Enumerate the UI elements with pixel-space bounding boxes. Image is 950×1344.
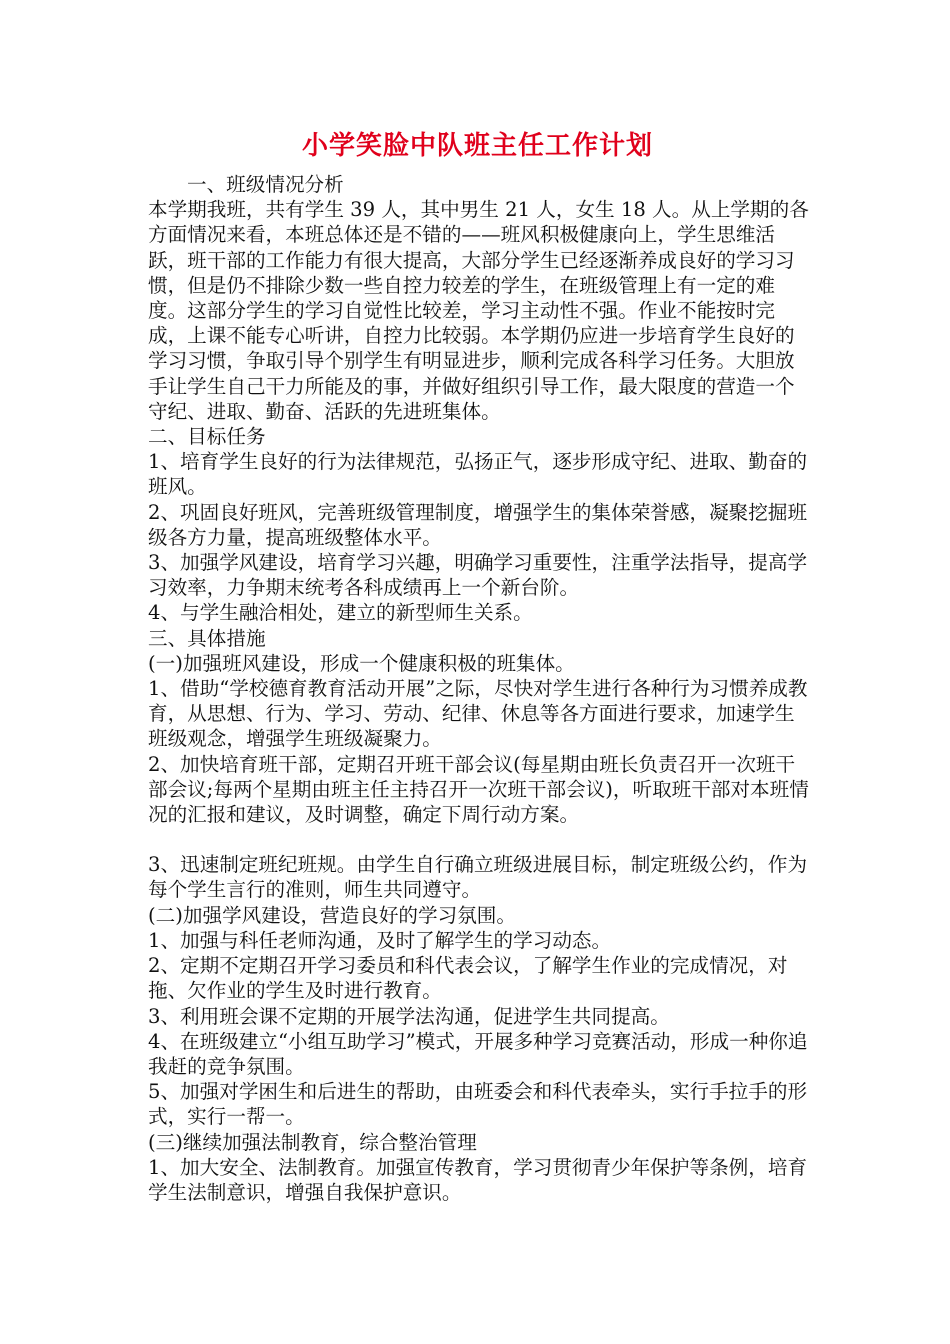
goal-item-1: 1、培育学生良好的行为法律规范，弘扬正气，逐步形成守纪、进取、勤奋的班风。 bbox=[148, 450, 808, 499]
document-title: 小学笑脸中队班主任工作计划 bbox=[301, 131, 653, 161]
subsection-heading-3: (三)继续加强法制教育，综合整治管理 bbox=[148, 1130, 477, 1154]
subsection-heading-2: (二)加强学风建设，营造良好的学习氛围。 bbox=[148, 903, 516, 927]
measure-1-item-2: 2、加快培育班干部，定期召开班干部会议(每星期由班长负责召开一次班干部会议;每两个星期由班主任主持召开一次班干部会议)，听取班干部对本班情况的汇报和建议，及时调整，确定下周行动方案。 bbox=[148, 752, 809, 827]
section-heading-3: 三、具体措施 bbox=[148, 626, 266, 650]
measure-2-item-5: 5、加强对学困生和后进生的帮助，由班委会和科代表牵头，实行手拉手的形式，实行一帮一。 bbox=[148, 1080, 808, 1129]
measure-2-item-4: 4、在班级建立“小组互助学习”模式，开展多种学习竞赛活动，形成一种你追我赶的竞争氛围。 bbox=[148, 1029, 808, 1078]
subsection-heading-1: (一)加强班风建设，形成一个健康积极的班集体。 bbox=[148, 651, 575, 675]
measure-1-item-1: 1、借助“学校德育教育活动开展”之际，尽快对学生进行各种行为习惯养成教育，从思想、行为、学习、劳动、纪律、休息等各方面进行要求，加速学生班级观念，增强学生班级凝聚力。 bbox=[148, 677, 808, 751]
paragraph-class-analysis: 本学期我班，共有学生 39 人，其中男生 21 人，女生 18 人。从上学期的各方面情况来看，本班总体还是不错的——班风积极健康向上，学生思维活跃，班干部的工作能力有很大提高，大部分学生已经逐渐养成良好的学习习惯，但是仍不排除少数一些自控力较差的学生，在班级管理上有一定的难度。这部分学生的学习自觉性比较差，学习主动性不强。作业不能按时完成，上课不能专心听讲，自控力比较弱。本学期仍应进一步培育学生良好的学习习惯，争取引导个别学生有明显进步，顺利完成各科学习任务。大胆放手让学生自己干力所能及的事，并做好组织引导工作，最大限度的营造一个守纪、进取、勤奋、活跃的先进班集体。 bbox=[148, 198, 809, 423]
measure-2-item-2: 2、定期不定期召开学习委员和科代表会议，了解学生作业的完成情况，对拖、欠作业的学生及时进行教育。 bbox=[148, 954, 788, 1003]
section-heading-1: 一、班级情况分析 bbox=[187, 173, 344, 196]
goal-item-3: 3、加强学风建设，培育学习兴趣，明确学习重要性，注重学法指导，提高学习效率，力争期末统考各科成绩再上一个新台阶。 bbox=[148, 551, 808, 600]
document-body bbox=[145, 128, 810, 1205]
blank-line bbox=[145, 827, 810, 852]
measure-2-item-1: 1、加强与科任老师沟通，及时了解学生的学习动态。 bbox=[148, 928, 612, 952]
measure-1-item-3: 3、迅速制定班纪班规。由学生自行确立班级进展目标，制定班级公约，作为每个学生言行的准则，师生共同遵守。 bbox=[148, 853, 808, 902]
measure-2-item-3: 3、利用班会课不定期的开展学法沟通，促进学生共同提高。 bbox=[148, 1004, 670, 1028]
measure-3-item-1: 1、加大安全、法制教育。加强宣传教育，学习贯彻青少年保护等条例，培育学生法制意识，增强自我保护意识。 bbox=[148, 1155, 808, 1204]
goal-item-2: 2、巩固良好班风，完善班级管理制度，增强学生的集体荣誉感，凝聚挖掘班级各方力量，提高班级整体水平。 bbox=[148, 500, 808, 549]
section-heading-2: 二、目标任务 bbox=[148, 425, 266, 449]
goal-item-4: 4、与学生融洽相处，建立的新型师生关系。 bbox=[148, 601, 533, 625]
